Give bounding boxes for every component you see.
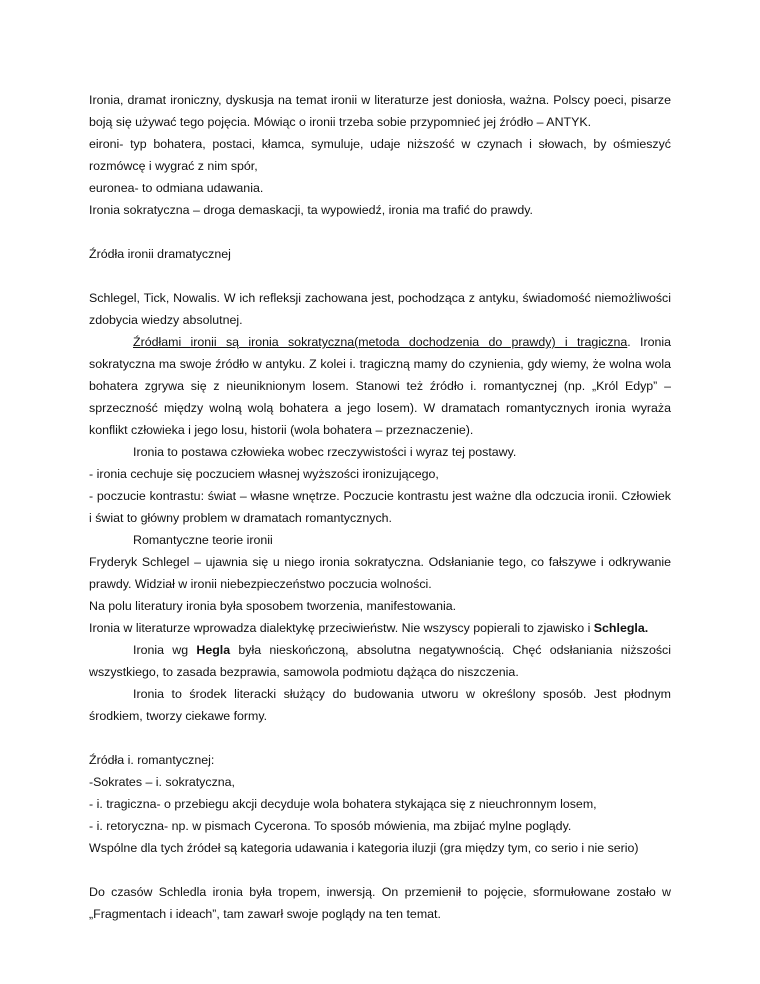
list-item: - i. retoryczna- np. w pismach Cycerona. To sposób mówienia, ma zbijać mylne poglądy. [89,819,572,833]
paragraph: Do czasów Schledla ironia była tropem, inwersją. On przemienił to pojęcie, sformułowane zostało w „Fragmentach i ideach”, tam zawarł swoje poglądy na ten temat. [89,885,671,921]
section-heading: Źródła i. romantycznej: [89,753,215,767]
blank-line [89,859,671,881]
list-item: - poczucie kontrastu: świat – własne wnętrze. Poczucie kontrastu jest ważne dla odczucia ironii. Człowiek i świat to główny problem w dramatach romantycznych. [89,489,671,525]
list-item: - ironia cechuje się poczuciem własnej wyższości ironizującego, [89,467,439,481]
paragraph [89,617,671,639]
blank-line [89,221,671,243]
paragraph: Schlegel, Tick, Nowalis. W ich refleksji zachowana jest, pochodząca z antyku, świadomość niemożliwości zdobycia wiedzy absolutnej. [89,291,671,327]
paragraph-text: . Ironia sokratyczna ma swoje źródło w antyku. Z kolei i. tragiczną mamy do czynienia, gdy wiemy, że wolna wola bohatera zgrywa się z nieuniknionym losem. Stanowi też źródło i. romantycznej (np. „Król Edyp” – sprzeczność między wolną wolą bohatera a jego losem). W dramatach romantycznych ironia wyraża konflikt człowieka i jego losu, historii (wola bohatera – przeznaczenie). [89,335,671,437]
paragraph: eironi- typ bohatera, postaci, kłamca, symuluje, udaje niższość w czynach i słowach, by ośmieszyć rozmówcę i wygrać z nim spór, [89,137,671,173]
paragraph: Ironia to postawa człowieka wobec rzeczywistości i wyraz tej postawy. [133,445,517,459]
paragraph [89,331,671,441]
list-item: -Sokrates – i. sokratyczna, [89,775,235,789]
bold-text: Schlegla. [593,621,649,635]
paragraph: Ironia, dramat ironiczny, dyskusja na temat ironii w literaturze jest doniosła, ważna. Polscy poeci, pisarze boją się używać tego pojęcia. Mówiąc o ironii trzeba sobie przypomnieć jej źródło – ANTYK. [89,93,671,129]
underlined-text: Źródłami ironii są ironia sokratyczna(metoda dochodzenia do prawdy) i tragiczna [133,335,628,349]
paragraph-text: była nieskończoną, absolutna negatywnością. Chęć odsłaniania niższości wszystkiego, to zasada bezprawia, samowola podmiotu dążąca do niszczenia. [89,643,671,679]
subheading: Romantyczne teorie ironii [133,533,273,547]
paragraph: Fryderyk Schlegel – ujawnia się u niego ironia sokratyczna. Odsłanianie tego, co fałszywe i odkrywanie prawdy. Widział w ironii niebezpieczeństwo poczucia wolności. [89,555,671,591]
blank-line [89,265,671,287]
section-heading: Źródła ironii dramatycznej [89,247,231,261]
blank-line [89,727,671,749]
paragraph: Ironia sokratyczna – droga demaskacji, ta wypowiedź, ironia ma trafić do prawdy. [89,203,533,217]
paragraph: Ironia to środek literacki służący do budowania utworu w określony sposób. Jest płodnym środkiem, tworzy ciekawe formy. [89,687,671,723]
bold-text: Hegla [196,643,231,657]
paragraph: Na polu literatury ironia była sposobem tworzenia, manifestowania. [89,599,457,613]
paragraph: euronea- to odmiana udawania. [89,181,264,195]
list-item: - i. tragiczna- o przebiegu akcji decyduje wola bohatera stykająca się z nieuchronnym losem, [89,797,597,811]
paragraph-text: Ironia wg [133,643,197,657]
paragraph-text: Ironia w literaturze wprowadza dialektykę przeciwieństw. Nie wszyscy popierali to zjawisko i [89,621,594,635]
paragraph [89,639,671,683]
paragraph: Wspólne dla tych źródeł są kategoria udawania i kategoria iluzji (gra między tym, co serio i nie serio) [89,841,639,855]
